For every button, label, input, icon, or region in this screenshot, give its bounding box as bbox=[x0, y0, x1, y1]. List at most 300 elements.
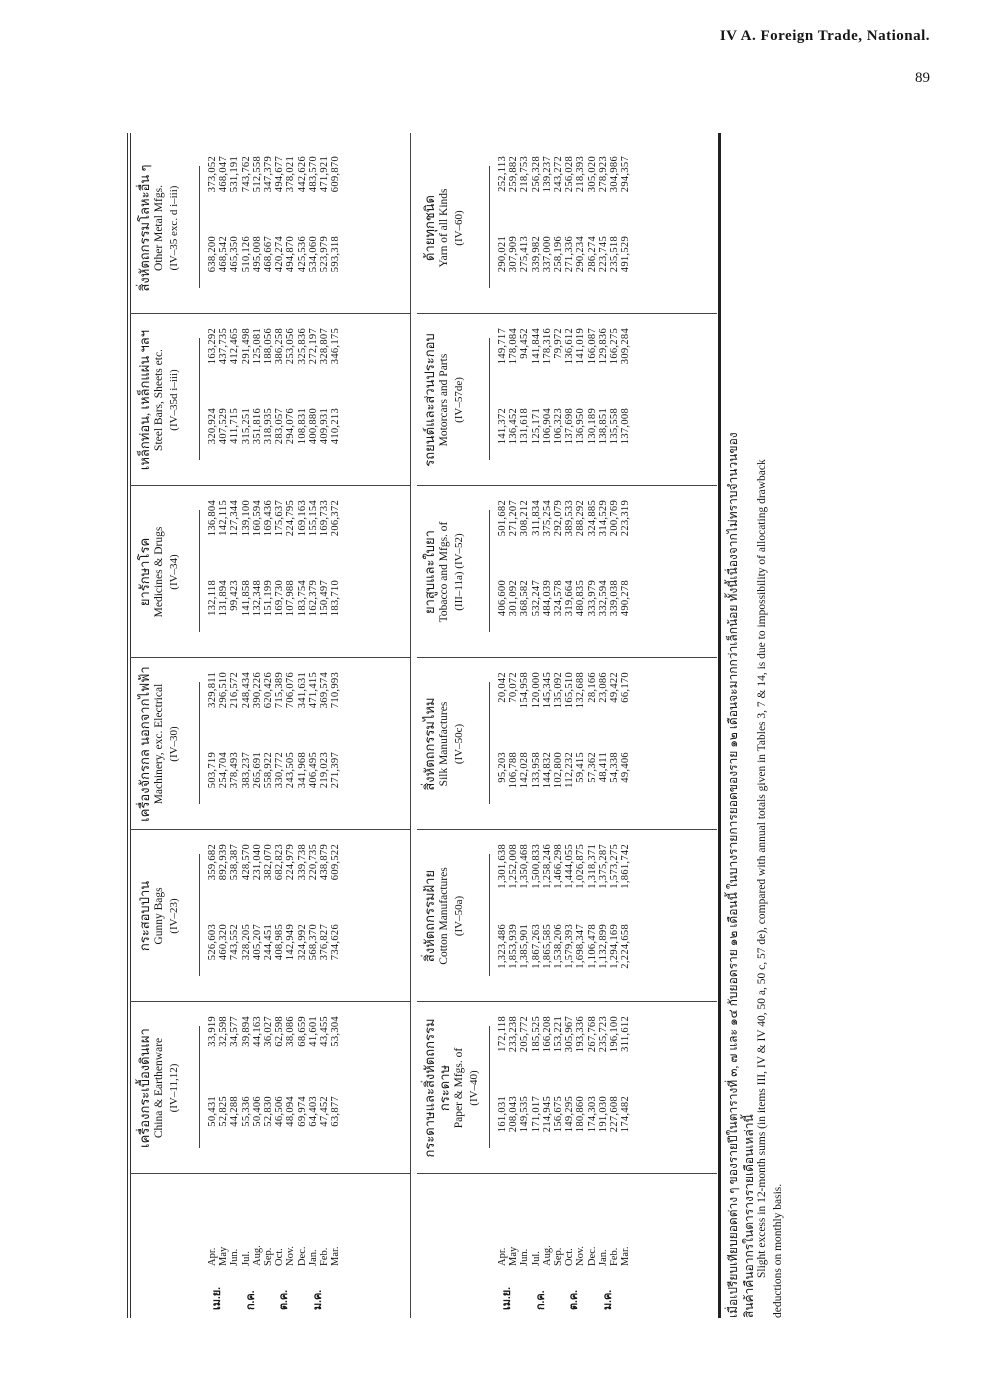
value-cell: 224,795 bbox=[285, 500, 297, 537]
value-cell: 137,698 bbox=[564, 408, 576, 445]
value-cell: 47,452 bbox=[318, 1096, 330, 1127]
heading-english: Machinery, exc. Electrical bbox=[153, 683, 165, 805]
month-label: Jul. bbox=[530, 1251, 542, 1266]
value-cell: 44,163 bbox=[251, 1016, 263, 1047]
value-column bbox=[207, 924, 341, 996]
value-cell: 54,338 bbox=[608, 752, 620, 783]
value-cell: 155,154 bbox=[307, 500, 319, 537]
column-separator bbox=[130, 313, 410, 314]
value-cell: 468,542 bbox=[218, 236, 230, 273]
value-cell: 48,411 bbox=[597, 752, 609, 783]
heading-english: Yarn of all Kinds bbox=[438, 188, 450, 268]
value-cell: 180,860 bbox=[575, 1096, 587, 1133]
value-cell: 62,598 bbox=[274, 1016, 286, 1047]
value-cell: 142,028 bbox=[519, 752, 531, 789]
value-cell: 265,691 bbox=[251, 752, 263, 789]
value-cell: 224,979 bbox=[285, 844, 297, 881]
value-cell: 531,191 bbox=[229, 156, 241, 193]
value-cell: 1,853,939 bbox=[508, 924, 520, 969]
value-cell: 1,466,298 bbox=[552, 844, 564, 889]
value-cell: 196,100 bbox=[608, 1016, 620, 1053]
month-label: Mar. bbox=[330, 1246, 342, 1266]
value-cell: 139,237 bbox=[541, 156, 553, 193]
value-cell: 28,166 bbox=[586, 672, 598, 703]
value-cell: 383,237 bbox=[240, 752, 252, 789]
value-cell: 136,804 bbox=[207, 500, 218, 537]
value-column bbox=[207, 1016, 341, 1088]
value-cell: 169,733 bbox=[318, 500, 330, 537]
value-cell: 341,968 bbox=[296, 752, 308, 789]
value-cell: 149,717 bbox=[497, 328, 508, 365]
value-cell: 278,923 bbox=[597, 156, 609, 193]
era-label: ต.ค. bbox=[568, 1289, 581, 1310]
value-cell: 41,601 bbox=[307, 1016, 319, 1047]
heading-thai: กระดาษและสิ่งหัตถกรรม กระดาษ bbox=[422, 1018, 452, 1158]
heading-rule bbox=[489, 854, 490, 976]
value-cell: 169,730 bbox=[274, 580, 286, 617]
value-cell: 218,393 bbox=[575, 156, 587, 193]
value-cell: 193,336 bbox=[575, 1016, 587, 1053]
column-heading bbox=[422, 1008, 482, 1168]
footnote-thai-1: เมื่อเปรียบเทียบยอดต่าง ๆ ของรายปีในตารางที่ ๓, ๗ และ ๑๔ กับยอดราย ๑๒ เดือนนี้ ในบางรายการยอดของราย ๑๒ เดือนจะมากกว่าเล็กน้อย ทั้งนี้เนื่องจากไม่ทราบจำนวนของ bbox=[726, 432, 740, 1318]
heading-code: (III–11a) (IV–52) bbox=[453, 533, 465, 611]
value-column bbox=[207, 844, 341, 916]
value-cell: 1,375,287 bbox=[597, 844, 609, 889]
value-cell: 166,208 bbox=[541, 1016, 553, 1053]
value-cell: 254,704 bbox=[218, 752, 230, 789]
value-cell: 175,637 bbox=[274, 500, 286, 537]
value-cell: 161,031 bbox=[497, 1096, 508, 1133]
heading-english: Silk Manufactures bbox=[438, 701, 450, 787]
value-column bbox=[207, 672, 341, 744]
column-heading bbox=[422, 664, 467, 824]
value-cell: 132,348 bbox=[251, 580, 263, 617]
value-cell: 169,163 bbox=[296, 500, 308, 537]
value-cell: 235,723 bbox=[597, 1016, 609, 1053]
column-heading bbox=[422, 836, 467, 996]
value-cell: 243,272 bbox=[552, 156, 564, 193]
value-cell: 136,452 bbox=[508, 408, 520, 445]
value-cell: 223,319 bbox=[620, 500, 632, 537]
value-cell: 44,288 bbox=[229, 1096, 241, 1127]
heading-english: Paper & Mfgs. of bbox=[453, 1047, 465, 1129]
value-cell: 38,086 bbox=[285, 1016, 297, 1047]
month-label: Jan. bbox=[307, 1249, 319, 1266]
value-cell: 425,536 bbox=[296, 236, 308, 273]
value-cell: 174,482 bbox=[620, 1096, 632, 1133]
value-cell: 389,533 bbox=[564, 500, 576, 537]
value-cell: 174,303 bbox=[586, 1096, 598, 1133]
heading-code: (IV–30) bbox=[168, 726, 180, 762]
value-cell: 32,598 bbox=[218, 1016, 230, 1047]
value-cell: 1,579,393 bbox=[564, 924, 576, 969]
heading-rule bbox=[199, 338, 200, 460]
value-cell: 319,664 bbox=[564, 580, 576, 617]
heading-thai: สิ่งหัตถกรรมไหม bbox=[422, 697, 437, 791]
value-cell: 442,626 bbox=[296, 156, 308, 193]
value-column bbox=[497, 236, 631, 308]
value-cell: 34,577 bbox=[229, 1016, 241, 1047]
value-cell: 131,894 bbox=[218, 580, 230, 617]
value-cell: 1,861,742 bbox=[620, 844, 632, 889]
value-cell: 609,870 bbox=[330, 156, 342, 193]
month-labels bbox=[497, 1245, 631, 1266]
value-cell: 743,552 bbox=[229, 924, 241, 961]
value-cell: 1,323,486 bbox=[497, 924, 508, 969]
value-cell: 141,019 bbox=[575, 328, 587, 365]
value-cell: 1,698,347 bbox=[575, 924, 587, 969]
value-cell: 638,200 bbox=[207, 236, 218, 273]
value-column bbox=[207, 236, 341, 308]
value-cell: 412,465 bbox=[229, 328, 241, 365]
value-cell: 420,274 bbox=[274, 236, 286, 273]
column-heading bbox=[422, 320, 467, 480]
value-cell: 129,836 bbox=[597, 328, 609, 365]
value-cell: 206,372 bbox=[330, 500, 342, 537]
value-cell: 252,113 bbox=[497, 156, 508, 192]
value-cell: 484,039 bbox=[541, 580, 553, 617]
value-cell: 70,072 bbox=[508, 672, 520, 703]
value-cell: 314,529 bbox=[597, 500, 609, 537]
value-cell: 172,118 bbox=[497, 1016, 508, 1052]
value-cell: 333,979 bbox=[586, 580, 598, 617]
value-cell: 346,175 bbox=[330, 328, 342, 365]
value-cell: 112,232 bbox=[564, 752, 576, 788]
value-column bbox=[207, 408, 341, 480]
value-cell: 219,023 bbox=[318, 752, 330, 789]
value-cell: 50,406 bbox=[251, 1096, 263, 1127]
value-cell: 259,882 bbox=[508, 156, 520, 193]
heading-english: China & Earthenware bbox=[153, 1037, 165, 1139]
heading-rule bbox=[199, 510, 200, 632]
value-cell: 471,415 bbox=[307, 672, 319, 709]
month-label: Nov. bbox=[575, 1245, 587, 1266]
value-column bbox=[497, 924, 631, 996]
value-cell: 231,040 bbox=[251, 844, 263, 881]
value-cell: 142,115 bbox=[218, 500, 230, 536]
heading-code: (IV–11,12) bbox=[168, 1063, 180, 1113]
value-cell: 214,945 bbox=[541, 1096, 553, 1133]
month-labels bbox=[207, 1245, 341, 1266]
value-cell: 332,594 bbox=[597, 580, 609, 617]
value-cell: 139,100 bbox=[240, 500, 252, 537]
heading-thai: สิ่งหัตถกรรมโลหะอื่น ๆ bbox=[137, 164, 152, 292]
value-cell: 79,972 bbox=[552, 328, 564, 359]
column-separator bbox=[130, 657, 410, 658]
value-cell: 216,572 bbox=[229, 672, 241, 709]
value-column bbox=[497, 328, 631, 400]
column-separator bbox=[417, 313, 717, 314]
value-cell: 373,052 bbox=[207, 156, 218, 193]
month-label: Jun. bbox=[229, 1248, 241, 1266]
value-cell: 166,275 bbox=[608, 328, 620, 365]
column-separator bbox=[417, 1173, 717, 1174]
value-cell: 292,079 bbox=[552, 500, 564, 537]
value-cell: 1,350,468 bbox=[519, 844, 531, 889]
value-column bbox=[497, 1096, 631, 1168]
heading-thai: ยาสูบและใบยา bbox=[422, 530, 437, 614]
month-label: Feb. bbox=[318, 1247, 330, 1266]
value-cell: 296,510 bbox=[218, 672, 230, 709]
value-cell: 406,495 bbox=[307, 752, 319, 789]
value-cell: 141,372 bbox=[497, 408, 508, 445]
value-column bbox=[497, 408, 631, 480]
value-cell: 706,076 bbox=[285, 672, 297, 709]
value-cell: 743,762 bbox=[240, 156, 252, 193]
value-cell: 200,769 bbox=[608, 500, 620, 537]
value-column bbox=[207, 500, 341, 572]
value-cell: 405,207 bbox=[251, 924, 263, 961]
value-cell: 437,735 bbox=[218, 328, 230, 365]
column-separator bbox=[417, 1001, 717, 1002]
section-divider bbox=[410, 133, 411, 1318]
value-cell: 52,825 bbox=[218, 1096, 230, 1127]
column-heading bbox=[422, 148, 467, 308]
value-cell: 390,226 bbox=[251, 672, 263, 709]
value-cell: 494,870 bbox=[285, 236, 297, 273]
value-cell: 235,518 bbox=[608, 236, 620, 273]
value-cell: 315,251 bbox=[240, 408, 252, 445]
value-cell: 2,224,658 bbox=[620, 924, 632, 969]
value-cell: 127,344 bbox=[229, 500, 241, 537]
column-separator bbox=[417, 485, 717, 486]
page-number: 89 bbox=[915, 70, 930, 86]
value-cell: 339,038 bbox=[608, 580, 620, 617]
value-cell: 68,659 bbox=[296, 1016, 308, 1047]
column-heading bbox=[137, 1008, 182, 1168]
value-cell: 208,043 bbox=[508, 1096, 520, 1133]
value-cell: 141,844 bbox=[530, 328, 542, 365]
value-cell: 328,205 bbox=[240, 924, 252, 961]
heading-thai: เครื่องจักรกล นอกจากไฟฟ้า bbox=[137, 666, 152, 822]
value-cell: 1,538,206 bbox=[552, 924, 564, 969]
value-cell: 471,921 bbox=[318, 156, 330, 193]
value-cell: 53,304 bbox=[330, 1016, 342, 1047]
value-cell: 178,316 bbox=[541, 328, 553, 365]
era-label: ก.ค. bbox=[244, 1290, 257, 1310]
column-heading bbox=[137, 320, 182, 480]
month-label: Sep. bbox=[552, 1247, 564, 1266]
heading-english: Gunny Bags bbox=[153, 887, 165, 945]
value-cell: 205,772 bbox=[519, 1016, 531, 1053]
value-cell: 308,212 bbox=[519, 500, 531, 537]
heading-code: (IV–34) bbox=[168, 554, 180, 590]
value-cell: 568,370 bbox=[307, 924, 319, 961]
month-label: Jul. bbox=[240, 1251, 252, 1266]
value-column bbox=[207, 580, 341, 652]
value-cell: 320,924 bbox=[207, 408, 218, 445]
value-cell: 256,028 bbox=[564, 156, 576, 193]
column-heading bbox=[137, 492, 182, 652]
value-cell: 1,500,833 bbox=[530, 844, 542, 889]
value-cell: 337,000 bbox=[541, 236, 553, 273]
value-column bbox=[497, 156, 631, 228]
value-cell: 359,682 bbox=[207, 844, 218, 881]
value-cell: 94,452 bbox=[519, 328, 531, 359]
value-cell: 106,788 bbox=[508, 752, 520, 789]
value-cell: 102,800 bbox=[552, 752, 564, 789]
heading-code: (IV–57de) bbox=[453, 377, 465, 423]
column-separator bbox=[130, 829, 410, 830]
running-header: IV A. Foreign Trade, National. bbox=[719, 28, 930, 44]
value-cell: 135,092 bbox=[552, 672, 564, 709]
month-label: Sep. bbox=[262, 1247, 274, 1266]
column-separator bbox=[130, 1173, 410, 1174]
month-label: Feb. bbox=[608, 1247, 620, 1266]
value-cell: 311,612 bbox=[620, 1016, 632, 1052]
era-label: เม.ย. bbox=[211, 1287, 223, 1310]
value-cell: 106,323 bbox=[552, 408, 564, 445]
value-cell: 272,197 bbox=[307, 328, 319, 365]
value-cell: 1,258,246 bbox=[541, 844, 553, 889]
value-cell: 185,525 bbox=[530, 1016, 542, 1053]
month-label: May bbox=[218, 1246, 230, 1266]
value-cell: 307,909 bbox=[508, 236, 520, 273]
value-cell: 23,086 bbox=[597, 672, 609, 703]
value-cell: 286,274 bbox=[586, 236, 598, 273]
value-cell: 137,008 bbox=[620, 408, 632, 445]
column-separator bbox=[130, 485, 410, 486]
value-cell: 33,919 bbox=[207, 1016, 218, 1047]
era-label: ม.ค. bbox=[311, 1289, 324, 1310]
value-cell: 191,030 bbox=[597, 1096, 609, 1133]
value-column bbox=[207, 1096, 341, 1168]
value-cell: 532,247 bbox=[530, 580, 542, 617]
heading-rule bbox=[199, 854, 200, 976]
value-cell: 244,451 bbox=[262, 924, 274, 961]
heading-thai: กระสอบป่าน bbox=[137, 880, 152, 952]
month-label: Oct. bbox=[564, 1248, 576, 1266]
value-cell: 351,816 bbox=[251, 408, 263, 445]
heading-rule bbox=[199, 682, 200, 804]
column-separator bbox=[417, 657, 717, 658]
value-cell: 376,827 bbox=[318, 924, 330, 961]
value-cell: 55,336 bbox=[240, 1096, 252, 1127]
value-column bbox=[207, 156, 341, 228]
value-cell: 304,986 bbox=[608, 156, 620, 193]
value-cell: 248,434 bbox=[240, 672, 252, 709]
heading-english: Other Metal Mfgs. bbox=[153, 185, 165, 271]
value-cell: 526,603 bbox=[207, 924, 218, 961]
value-cell: 275,413 bbox=[519, 236, 531, 273]
value-cell: 256,328 bbox=[530, 156, 542, 193]
value-cell: 715,389 bbox=[274, 672, 286, 709]
heading-code: (IV–35d i–iii) bbox=[168, 369, 180, 431]
value-cell: 165,510 bbox=[564, 672, 576, 709]
heading-rule bbox=[489, 1026, 490, 1148]
value-cell: 483,570 bbox=[307, 156, 319, 193]
value-cell: 609,522 bbox=[330, 844, 342, 881]
value-cell: 131,618 bbox=[519, 408, 531, 445]
value-cell: 411,715 bbox=[229, 408, 241, 444]
value-cell: 151,199 bbox=[262, 580, 274, 617]
footnote-english-1: Slight excess in 12-month sums (in items III, IV & IV 40, 50 a, 50 c, 57 de), compared with annual totals given in Tables 3, 7 & 14, is due to impossibility of allocating drawback bbox=[756, 459, 768, 1278]
value-cell: 145,345 bbox=[541, 672, 553, 709]
value-cell: 538,387 bbox=[229, 844, 241, 881]
value-cell: 290,234 bbox=[575, 236, 587, 273]
value-cell: 36,027 bbox=[262, 1016, 274, 1047]
value-cell: 227,608 bbox=[608, 1096, 620, 1133]
value-cell: 294,357 bbox=[620, 156, 632, 193]
value-cell: 410,213 bbox=[330, 408, 342, 445]
heading-code: (IV–60) bbox=[453, 210, 465, 246]
heading-thai: เหล็กท่อน, เหล็กแผ่น ฯลฯ bbox=[137, 329, 152, 471]
value-cell: 494,677 bbox=[274, 156, 286, 193]
value-cell: 163,292 bbox=[207, 328, 218, 365]
value-cell: 406,600 bbox=[497, 580, 508, 617]
value-cell: 43,455 bbox=[318, 1016, 330, 1047]
value-cell: 288,292 bbox=[575, 500, 587, 537]
value-column bbox=[497, 752, 631, 824]
value-cell: 311,834 bbox=[530, 500, 542, 536]
value-cell: 438,879 bbox=[318, 844, 330, 881]
value-cell: 305,020 bbox=[586, 156, 598, 193]
value-cell: 49,422 bbox=[608, 672, 620, 703]
value-cell: 218,753 bbox=[519, 156, 531, 193]
heading-english: Steel Bars, Sheets etc. bbox=[153, 349, 165, 451]
value-cell: 1,444,055 bbox=[564, 844, 576, 889]
value-cell: 490,278 bbox=[620, 580, 632, 617]
heading-code: (IV–35 exc. d i–iii) bbox=[168, 185, 180, 271]
column-heading bbox=[137, 148, 182, 308]
heading-code: (IV–50a) bbox=[453, 895, 465, 937]
value-cell: 253,056 bbox=[285, 328, 297, 365]
value-cell: 48,094 bbox=[285, 1096, 297, 1127]
value-cell: 501,682 bbox=[497, 500, 508, 537]
value-cell: 169,436 bbox=[262, 500, 274, 537]
month-label: Nov. bbox=[285, 1245, 297, 1266]
value-cell: 378,021 bbox=[285, 156, 297, 193]
month-label: Jan. bbox=[597, 1249, 609, 1266]
heading-rule bbox=[489, 682, 490, 804]
value-cell: 125,081 bbox=[251, 328, 263, 365]
value-cell: 328,807 bbox=[318, 328, 330, 365]
value-cell: 133,958 bbox=[530, 752, 542, 789]
value-cell: 324,578 bbox=[552, 580, 564, 617]
value-cell: 491,529 bbox=[620, 236, 632, 273]
value-cell: 341,631 bbox=[296, 672, 308, 709]
month-label: Mar. bbox=[620, 1246, 632, 1266]
value-cell: 294,076 bbox=[285, 408, 297, 445]
value-cell: 141,858 bbox=[240, 580, 252, 617]
value-column bbox=[497, 844, 631, 916]
value-cell: 66,170 bbox=[620, 672, 632, 703]
value-cell: 318,935 bbox=[262, 408, 274, 445]
value-cell: 154,958 bbox=[519, 672, 531, 709]
value-cell: 49,406 bbox=[620, 752, 632, 783]
value-cell: 400,880 bbox=[307, 408, 319, 445]
value-cell: 428,570 bbox=[240, 844, 252, 881]
value-cell: 20,042 bbox=[497, 672, 508, 703]
value-column bbox=[497, 672, 631, 744]
value-cell: 290,021 bbox=[497, 236, 508, 273]
value-column bbox=[497, 500, 631, 572]
heading-thai: ด้ายทุกชนิด bbox=[422, 195, 437, 261]
heading-code: (IV–23) bbox=[168, 898, 180, 934]
value-cell: 162,379 bbox=[307, 580, 319, 617]
value-cell: 309,284 bbox=[620, 328, 632, 365]
heading-english: Medicines & Drugs bbox=[153, 526, 165, 618]
value-cell: 1,865,585 bbox=[541, 924, 553, 969]
column-heading bbox=[137, 836, 182, 996]
value-cell: 223,745 bbox=[597, 236, 609, 273]
value-cell: 156,675 bbox=[552, 1096, 564, 1133]
value-cell: 220,735 bbox=[307, 844, 319, 881]
heading-thai: รถยนต์และส่วนประกอบ bbox=[422, 333, 437, 467]
column-heading bbox=[422, 492, 467, 652]
value-cell: 710,993 bbox=[330, 672, 342, 709]
value-cell: 1,318,371 bbox=[586, 844, 598, 889]
